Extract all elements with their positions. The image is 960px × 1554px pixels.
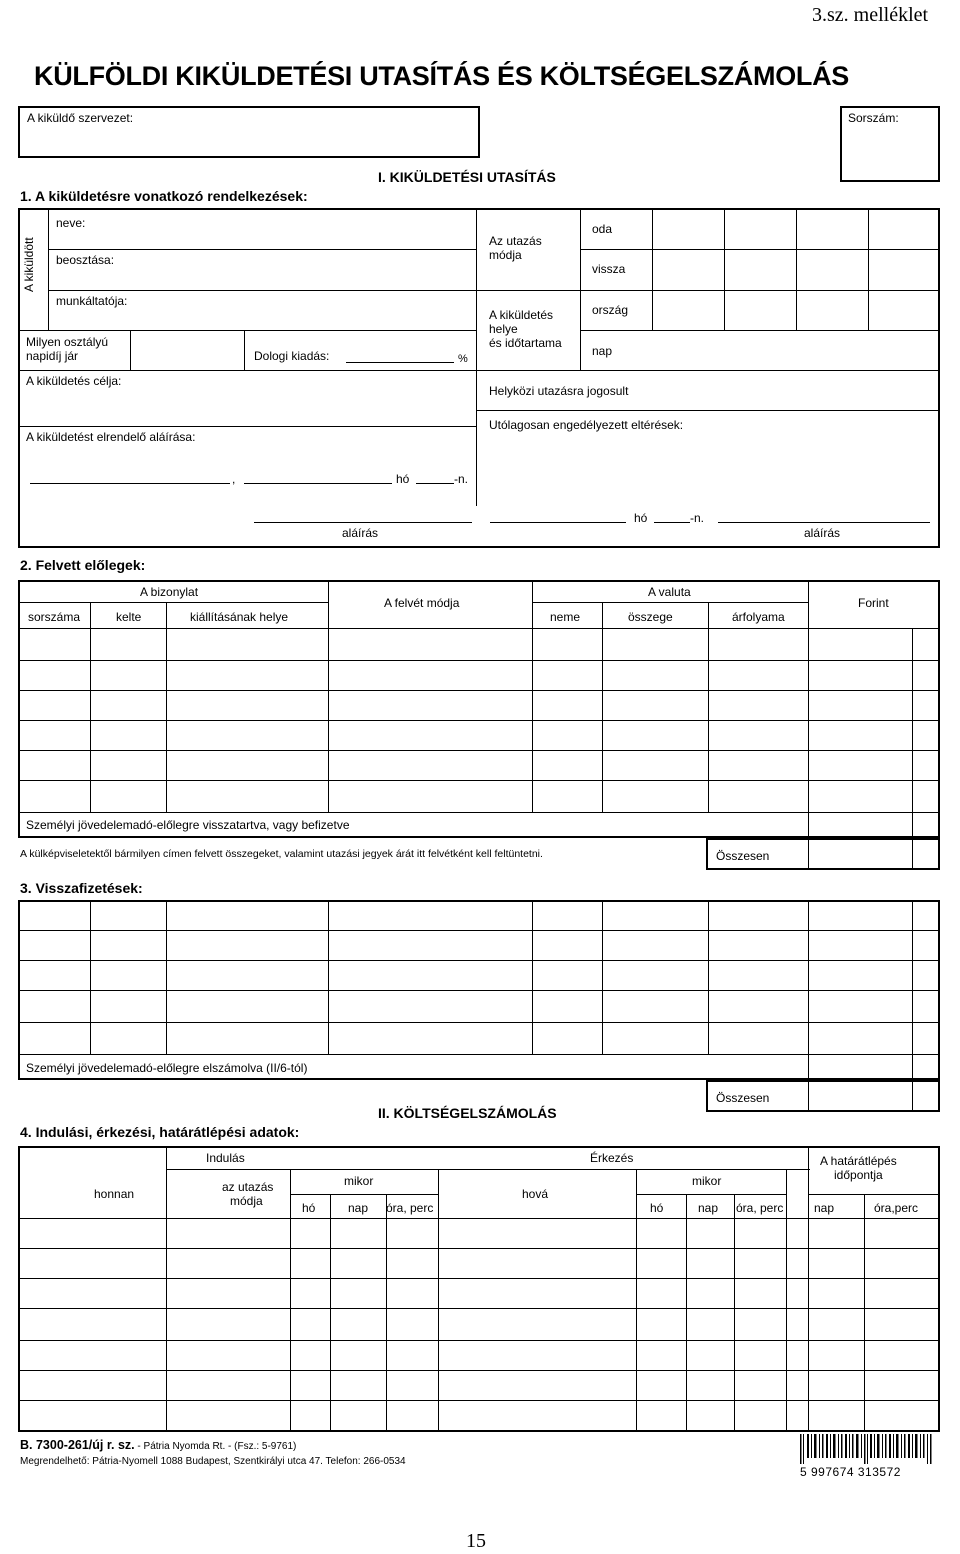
dep-travel-mode-2: módja <box>230 1194 263 1208</box>
number-header: sorszáma <box>28 610 81 624</box>
arr-month-header: hó <box>650 1201 664 1215</box>
rate-header: árfolyama <box>732 610 785 624</box>
part2-title: II. KÖLTSÉGELSZÁMOLÁS <box>378 1105 557 1121</box>
form-number: B. 7300-261/új r. sz. <box>20 1438 135 1452</box>
dep-when-header: mikor <box>344 1174 374 1188</box>
document-header: A bizonylat <box>140 585 199 599</box>
later-deviations-label: Utólagosan engedélyezett eltérések: <box>489 418 684 432</box>
section3-title: 3. Visszafizetések: <box>20 880 143 896</box>
order-info: Megrendelhető: Pátria-Nyomell 1088 Budapest, Szentkirályi utca 47. Telefon: 266-0534 <box>20 1456 406 1467</box>
border-header-1: A határátlépés <box>820 1154 897 1168</box>
page-number: 15 <box>466 1530 486 1552</box>
repayment-total-label: Összesen <box>716 1091 770 1105</box>
kikuldott-side-label: A kiküldött <box>22 237 36 292</box>
travel-mode-label-2: módja <box>489 248 522 262</box>
annex-label: 3.sz. melléklet <box>812 4 929 26</box>
signature-label-left: aláírás <box>342 526 379 540</box>
part1-title: I. KIKÜLDETÉSI UTASÍTÁS <box>378 169 556 185</box>
currency-header: A valuta <box>648 585 691 599</box>
travel-data-table <box>18 1146 940 1432</box>
departure-header: Indulás <box>206 1151 245 1165</box>
position-label: beosztása: <box>56 253 115 267</box>
amount-header: összege <box>628 610 673 624</box>
section4-title: 4. Indulási, érkezési, határátlépési adatok: <box>20 1124 300 1140</box>
sender-org-label: A kiküldő szervezet: <box>27 111 134 125</box>
signature-label-right: aláírás <box>804 526 841 540</box>
place-label-2: helye <box>489 322 518 336</box>
employer-label: munkáltatója: <box>56 294 128 308</box>
material-cost-label: Dologi kiadás: <box>254 349 330 363</box>
from-header: honnan <box>94 1187 135 1201</box>
travel-mode-label-1: Az utazás <box>489 234 542 248</box>
country-label: ország <box>592 303 629 317</box>
dep-travel-mode-1: az utazás <box>222 1180 274 1194</box>
printer-info: - Pátria Nyomda Rt. - (Fsz.: 5-9761) <box>134 1441 297 1452</box>
back-label: vissza <box>592 262 626 276</box>
section2-title: 2. Felvett előlegek: <box>20 557 146 573</box>
border-header-2: időpontja <box>834 1168 883 1182</box>
local-travel-label: Helyközi utazásra jogosult <box>489 384 629 398</box>
place-label-1: A kiküldetés <box>489 308 554 322</box>
purpose-label: A kiküldetés célja: <box>26 374 122 388</box>
arr-day-header: nap <box>698 1201 719 1215</box>
arr-when-header: mikor <box>692 1174 722 1188</box>
barcode-digits: 5 997674 313572 <box>800 1465 901 1479</box>
place-label-3: és időtartama <box>489 336 562 350</box>
repayment-tax-note: Személyi jövedelemadó-előlegre elszámolva (II/6-tól) <box>26 1061 308 1075</box>
there-label: oda <box>592 222 613 236</box>
date-header: kelte <box>116 610 142 624</box>
border-day-header: nap <box>814 1201 835 1215</box>
advance-tax-note: Személyi jövedelemadó-előlegre visszatartva, vagy befizetve <box>26 818 350 832</box>
day-suffix-label-2: -n. <box>690 511 705 525</box>
percent-label: % <box>458 353 468 365</box>
dep-day-header: nap <box>348 1201 369 1215</box>
advance-total-label: Összesen <box>716 849 770 863</box>
per-diem-label-2: napidíj jár <box>26 349 79 363</box>
method-header: A felvét módja <box>384 596 460 610</box>
border-hourmin-header: óra,perc <box>874 1201 919 1215</box>
kind-header: neme <box>550 610 581 624</box>
ordering-signature-label: A kiküldetést elrendelő aláírása: <box>26 430 196 444</box>
dep-hourmin-header: óra, perc <box>386 1201 434 1215</box>
days-label: nap <box>592 344 613 358</box>
section1-box <box>18 208 940 548</box>
dep-month-header: hó <box>302 1201 316 1215</box>
month-label-2: hó <box>634 511 648 525</box>
issue-place-header: kiállításának helye <box>190 610 289 624</box>
serial-label: Sorszám: <box>848 111 899 125</box>
section1-title: 1. A kiküldetésre vonatkozó rendelkezések: <box>20 188 308 204</box>
arr-hourmin-header: óra, perc <box>736 1201 784 1215</box>
to-header: hová <box>522 1187 549 1201</box>
month-label: hó <box>396 472 410 486</box>
form-title: KÜLFÖLDI KIKÜLDETÉSI UTASÍTÁS ÉS KÖLTSÉGELSZÁMOLÁS <box>34 61 850 91</box>
day-suffix-label: -n. <box>454 472 469 486</box>
advances-table <box>18 580 940 838</box>
name-label: neve: <box>56 216 86 230</box>
per-diem-label-1: Milyen osztályú <box>26 335 109 349</box>
arrival-header: Érkezés <box>590 1151 634 1165</box>
advance-footnote: A külképviseletektől bármilyen címen felvett összegeket, valamint utazási jegyek árát itt felvétként kell feltüntetni. <box>20 848 543 860</box>
forint-header: Forint <box>858 596 889 610</box>
